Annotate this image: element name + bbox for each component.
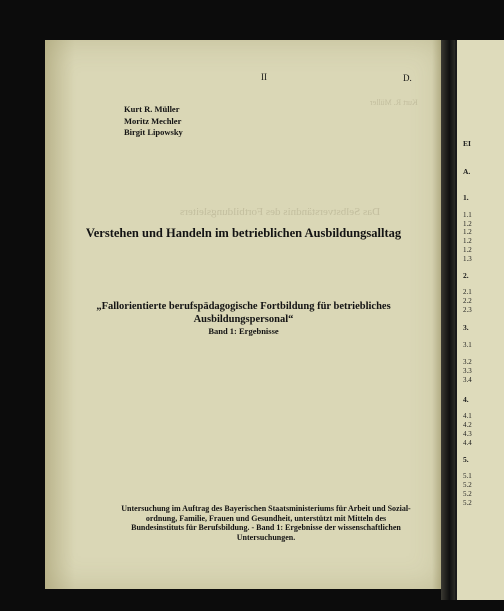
toc-entry-number: 4.4 <box>463 439 472 447</box>
author-name: Moritz Mechler <box>124 115 182 126</box>
toc-entry-number: 5.2 <box>463 481 472 489</box>
author-list <box>124 104 183 139</box>
toc-entry-number: 4.1 <box>463 412 472 420</box>
toc-entry-number: 5. <box>463 455 469 464</box>
page-label: D. <box>403 73 412 83</box>
toc-entry-number: 3. <box>463 323 469 332</box>
right-page <box>455 40 504 600</box>
toc-entry-number: 3.2 <box>463 358 472 366</box>
toc-entry-number: 1.2 <box>463 220 472 228</box>
footer-note <box>100 504 432 542</box>
toc-entry-number: 3.3 <box>463 367 472 375</box>
footer-line: Untersuchung im Auftrag des Bayerischen Staatsministeriums für Arbeit und Sozial- <box>121 504 411 513</box>
subtitle-line: „Fallorientierte berufspädagogische Fortbildung für betriebliches <box>96 301 391 312</box>
bleed-through-text: Kurt R. Müller <box>370 98 418 107</box>
author-name: Birgit Lipowsky <box>124 127 183 137</box>
toc-entry-number: 1.2 <box>463 237 472 245</box>
toc-entry-number: 5.1 <box>463 472 472 480</box>
subtitle-line: Ausbildungspersonal“ <box>193 314 294 325</box>
toc-entry-number: 3.1 <box>463 341 472 349</box>
toc-entry-number: 2.3 <box>463 306 472 314</box>
author-name: Kurt R. Müller <box>124 104 180 114</box>
toc-entry-number: 1.2 <box>463 246 472 254</box>
footer-line: Bundesinstituts für Berufsbildung. - Band 1: Ergebnisse der wissenschaftlichen <box>131 523 401 532</box>
bleed-through-text: Das Selbstverständnis des Fortbildungsleiters <box>180 206 381 218</box>
toc-entry-number: 1.1 <box>463 211 472 219</box>
footer-line: ordnung, Familie, Frauen und Gesundheit, unterstützt mit Mitteln des <box>145 513 387 523</box>
toc-entry-number: 1.2 <box>463 228 472 236</box>
toc-entry-number: 4. <box>463 395 469 404</box>
toc-entry-number: EI <box>463 139 471 148</box>
toc-entry-number: 4.3 <box>463 430 472 438</box>
toc-entry-number: 2.2 <box>463 297 472 305</box>
toc-entry-number: 5.2 <box>463 490 472 498</box>
page-marker: II <box>261 72 267 82</box>
toc-entry-number: 4.2 <box>463 421 472 429</box>
footer-line: Untersuchungen. <box>236 532 296 542</box>
toc-entry-number: A. <box>463 167 471 176</box>
toc-entry-number: 1. <box>463 193 469 202</box>
document-subtitle <box>45 300 442 326</box>
volume-label: Band 1: Ergebnisse <box>208 326 279 336</box>
book-gutter <box>441 40 455 600</box>
toc-entry-number: 1.3 <box>463 255 472 263</box>
toc-entry-number: 5.2 <box>463 499 472 507</box>
toc-entry-number: 2.1 <box>463 288 472 296</box>
toc-entry-number: 2. <box>463 271 469 280</box>
document-title: Verstehen und Handeln im betrieblichen Ausbildungsalltag <box>85 226 402 240</box>
toc-entry-number: 3.4 <box>463 376 472 384</box>
